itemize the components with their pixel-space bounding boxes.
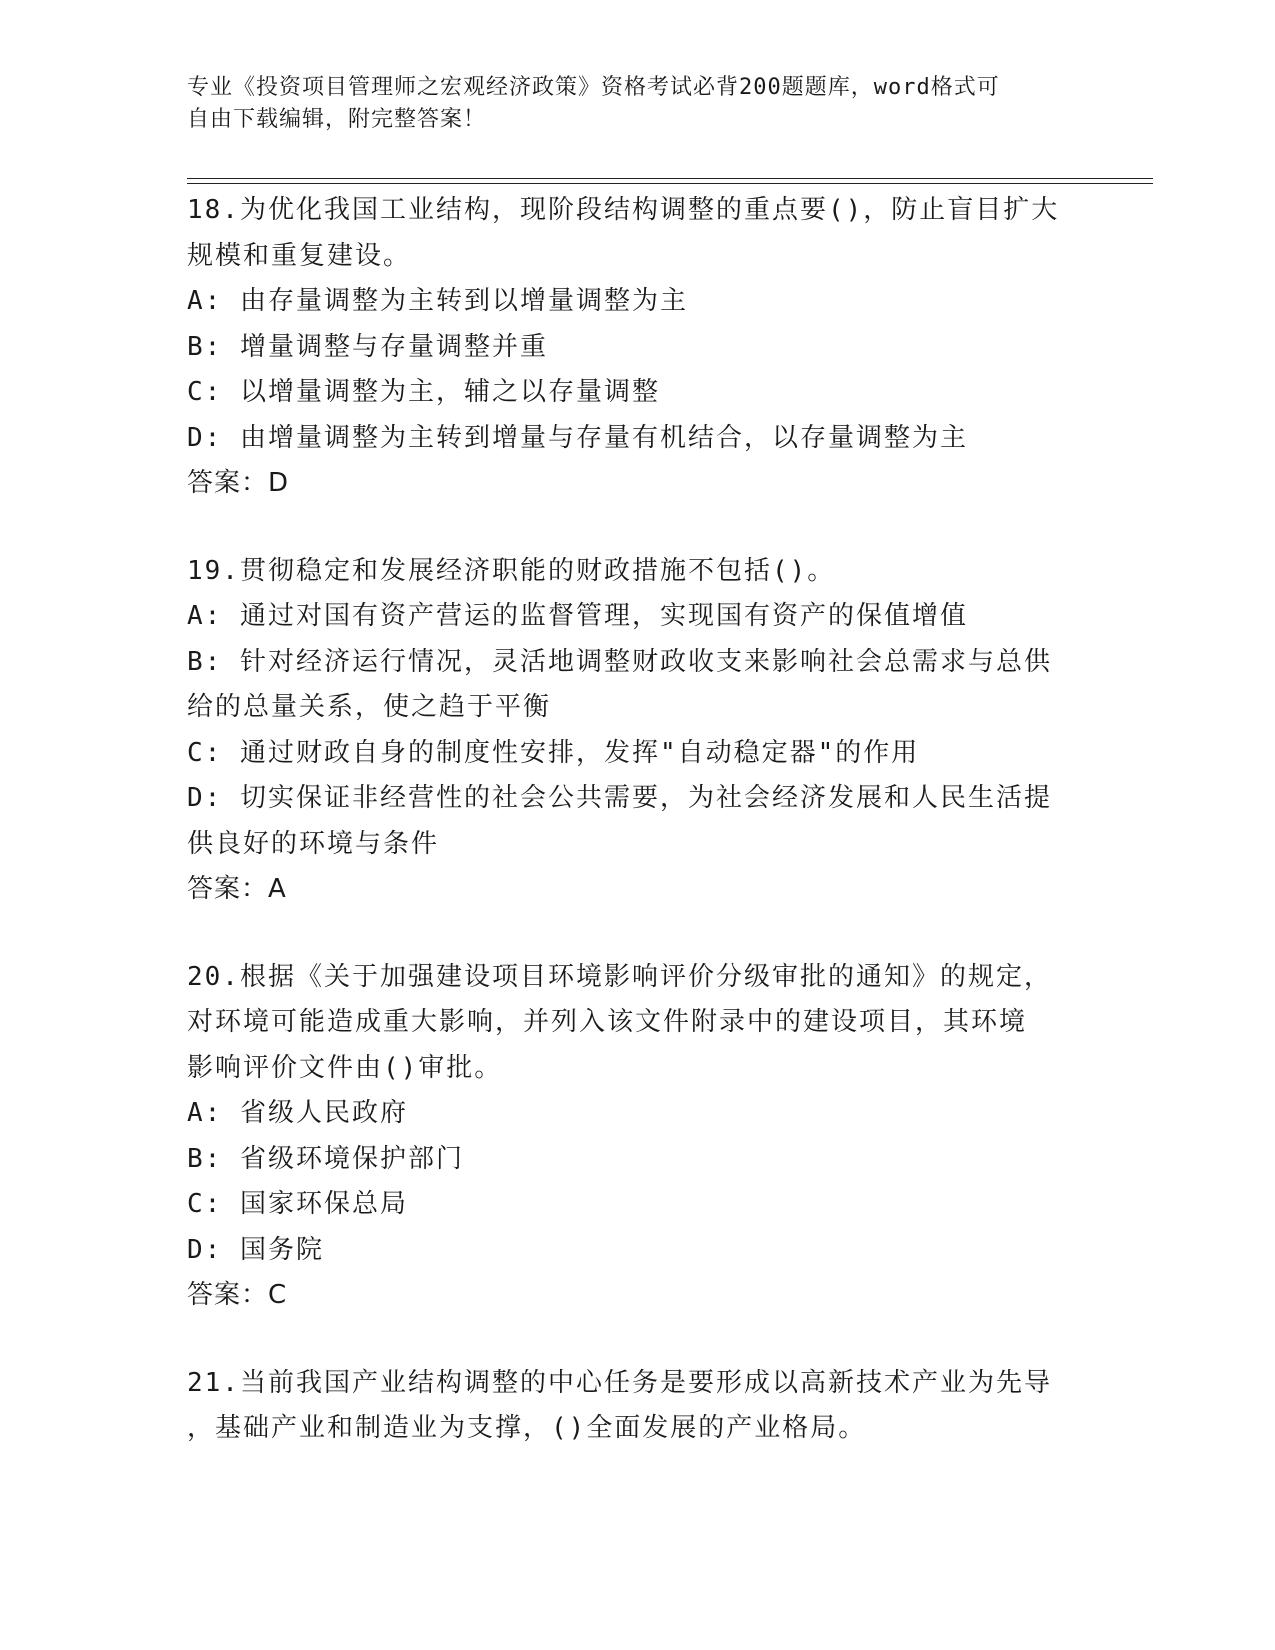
option-d-continued: 供良好的环境与条件 xyxy=(187,828,440,859)
question-19 xyxy=(187,549,1087,913)
option-a: A: 由存量调整为主转到以增量调整为主 xyxy=(187,286,688,316)
header-divider-bottom xyxy=(187,183,1153,184)
option-b-continued: 给的总量关系，使之趋于平衡 xyxy=(187,692,552,722)
header-line-2: 自由下载编辑，附完整答案！ xyxy=(187,107,487,132)
option-a: A: 通过对国有资产营运的监督管理，实现国有资产的保值增值 xyxy=(187,601,968,631)
option-d: D: 国务院 xyxy=(187,1234,324,1265)
question-stem: ，基础产业和制造业为支撑，()全面发展的产业格局。 xyxy=(187,1413,867,1443)
option-c: C: 通过财政自身的制度性安排，发挥"自动稳定器"的作用 xyxy=(187,737,920,768)
question-stem: 影响评价文件由()审批。 xyxy=(187,1052,503,1083)
question-21 xyxy=(187,1361,1087,1452)
header-line-1: 专业《投资项目管理师之宏观经济政策》资格考试必背200题题库，word格式可 xyxy=(187,75,1000,100)
option-c: C: 国家环保总局 xyxy=(187,1189,408,1219)
option-a: A: 省级人民政府 xyxy=(187,1098,408,1128)
question-stem: 18.为优化我国工业结构，现阶段结构调整的重点要()，防止盲目扩大 xyxy=(187,195,1060,225)
answer-label: 答案：C xyxy=(187,1280,288,1310)
question-stem: 21.当前我国产业结构调整的中心任务是要形成以高新技术产业为先导 xyxy=(187,1367,1052,1398)
header-divider-top xyxy=(187,178,1153,179)
question-stem: 19.贯彻稳定和发展经济职能的财政措施不包括()。 xyxy=(187,555,836,586)
question-stem: 20.根据《关于加强建设项目环境影响评价分级审批的通知》的规定， xyxy=(187,961,1052,992)
question-stem: 规模和重复建设。 xyxy=(187,240,412,271)
question-18 xyxy=(187,188,1087,507)
document-header xyxy=(187,72,1087,136)
answer-label: 答案：A xyxy=(187,874,287,904)
option-d: D: 由增量调整为主转到增量与存量有机结合，以存量调整为主 xyxy=(187,422,968,453)
option-d: D: 切实保证非经营性的社会公共需要，为社会经济发展和人民生活提 xyxy=(187,783,1052,813)
question-stem: 对环境可能造成重大影响，并列入该文件附录中的建设项目，其环境 xyxy=(187,1007,1028,1037)
answer-label: 答案：D xyxy=(187,468,290,498)
option-b: B: 增量调整与存量调整并重 xyxy=(187,331,548,362)
question-list xyxy=(187,188,1087,1494)
option-c: C: 以增量调整为主，辅之以存量调整 xyxy=(187,377,660,407)
question-20 xyxy=(187,955,1087,1319)
option-b: B: 省级环境保护部门 xyxy=(187,1143,464,1174)
option-b: B: 针对经济运行情况，灵活地调整财政收支来影响社会总需求与总供 xyxy=(187,646,1052,677)
